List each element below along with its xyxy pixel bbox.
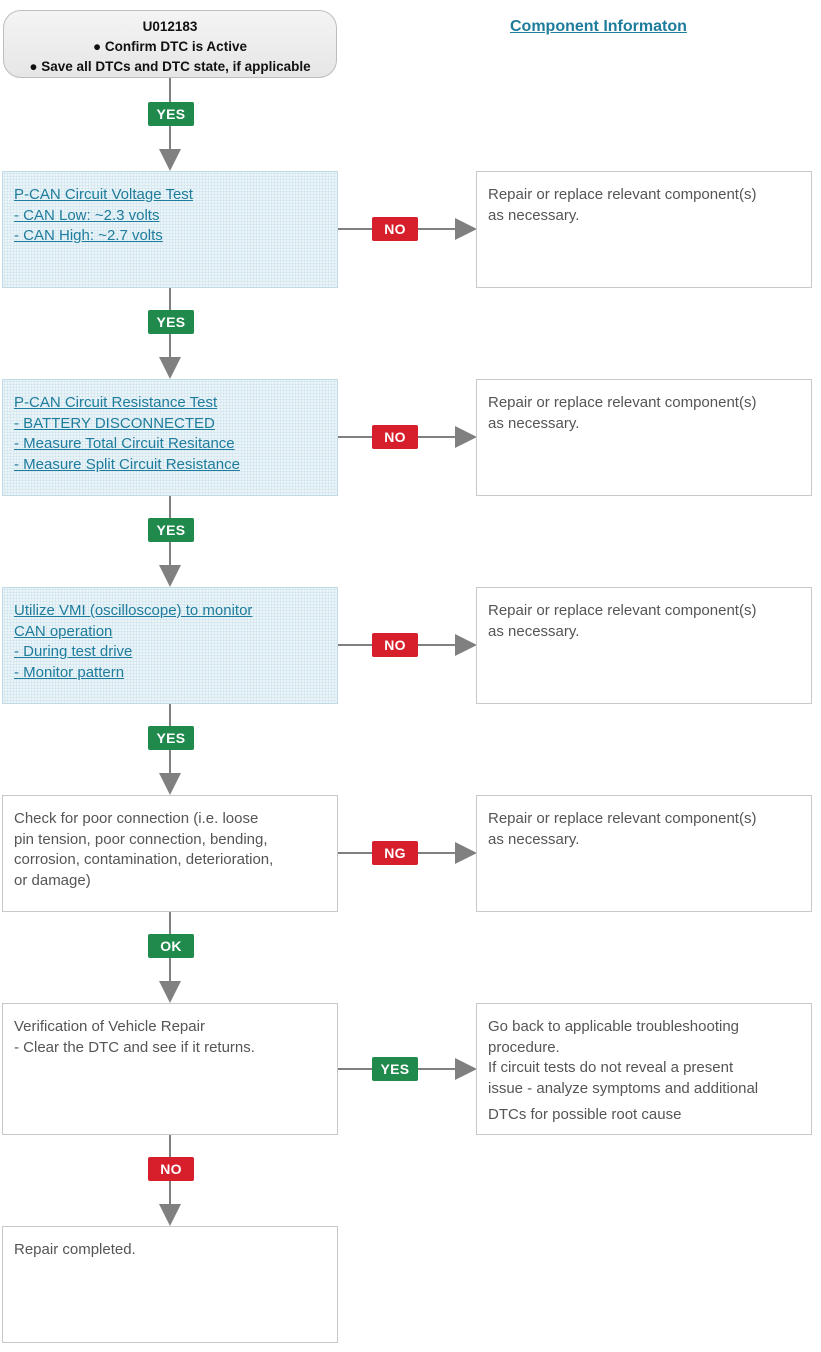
repair-completed-box [2,1226,338,1343]
verification-box [2,1003,338,1135]
repair-result-box [476,795,812,912]
no-badge: NO [372,425,418,449]
result-line: Go back to applicable troubleshooting [488,1018,740,1035]
arrow-down [159,149,181,171]
test-drive-link[interactable]: - During test drive [14,643,133,660]
arrow-right [455,1058,477,1080]
repair-result-box [476,379,812,496]
result-line: Repair or replace relevant component(s) [488,394,757,411]
result-line: Repair or replace relevant component(s) [488,810,757,827]
result-line: as necessary. [488,206,580,224]
resistance-test-link[interactable]: P-CAN Circuit Resistance Test [14,394,218,411]
split-resistance-link[interactable]: - Measure Split Circuit Resistance [14,455,240,473]
vmi-oscilloscope-link[interactable]: Utilize VMI (oscilloscope) to monitor [14,602,253,619]
step-line: corrosion, contamination, deterioration, [14,851,274,868]
monitor-pattern-link[interactable]: - Monitor pattern [14,663,125,681]
can-high-link[interactable]: - CAN High: ~2.7 volts [14,227,163,244]
result-line: Repair or replace relevant component(s) [488,186,757,203]
repair-result-box [476,171,812,288]
start-item: ● Confirm DTC is Active [93,39,247,54]
repair-result-box [476,587,812,704]
resistance-test-box [2,379,338,496]
result-line: procedure. [488,1038,560,1056]
go-back-result-box [476,1003,812,1135]
step-line: pin tension, poor connection, bending, [14,830,268,848]
arrow-down [159,773,181,795]
voltage-test-link[interactable]: P-CAN Circuit Voltage Test [14,186,193,203]
yes-badge: YES [148,102,194,126]
yes-badge: YES [372,1057,418,1081]
yes-badge: YES [148,518,194,542]
ok-badge: OK [148,934,194,958]
result-line: Repair or replace relevant component(s) [488,602,757,619]
result-line: DTCs for possible root cause [488,1106,682,1123]
result-line: as necessary. [488,414,580,432]
total-resistance-link[interactable]: - Measure Total Circuit Resitance [14,435,235,452]
arrow-right [455,842,477,864]
result-line: as necessary. [488,830,580,848]
result-line: issue - analyze symptoms and additional [488,1079,759,1097]
ng-badge: NG [372,841,418,865]
step-line: Check for poor connection (i.e. loose [14,810,259,827]
step-line: Verification of Vehicle Repair [14,1018,205,1035]
step-line: or damage) [14,871,91,889]
arrow-right [455,634,477,656]
no-badge: NO [372,633,418,657]
can-operation-link[interactable]: CAN operation [14,622,113,640]
voltage-test-box [2,171,338,288]
arrow-down [159,981,181,1003]
start-node [3,10,337,78]
arrow-down [159,565,181,587]
oscilloscope-test-box [2,587,338,704]
start-item: ● Save all DTCs and DTC state, if applicable [29,59,311,74]
result-line: If circuit tests do not reveal a present [488,1059,734,1076]
can-low-link[interactable]: - CAN Low: ~2.3 volts [14,206,160,224]
arrow-right [455,218,477,240]
battery-disconnected-link[interactable]: - BATTERY DISCONNECTED [14,414,215,432]
arrow-right [455,426,477,448]
yes-badge: YES [148,726,194,750]
arrow-down [159,357,181,379]
step-line: - Clear the DTC and see if it returns. [14,1038,255,1056]
result-line: as necessary. [488,622,580,640]
dtc-code: U012183 [142,19,198,34]
no-badge: NO [372,217,418,241]
yes-badge: YES [148,310,194,334]
component-information-link[interactable]: Component Informaton [510,18,687,35]
no-badge: NO [148,1157,194,1181]
arrow-down [159,1204,181,1226]
poor-connection-check-box [2,795,338,912]
final-line: Repair completed. [14,1241,136,1258]
